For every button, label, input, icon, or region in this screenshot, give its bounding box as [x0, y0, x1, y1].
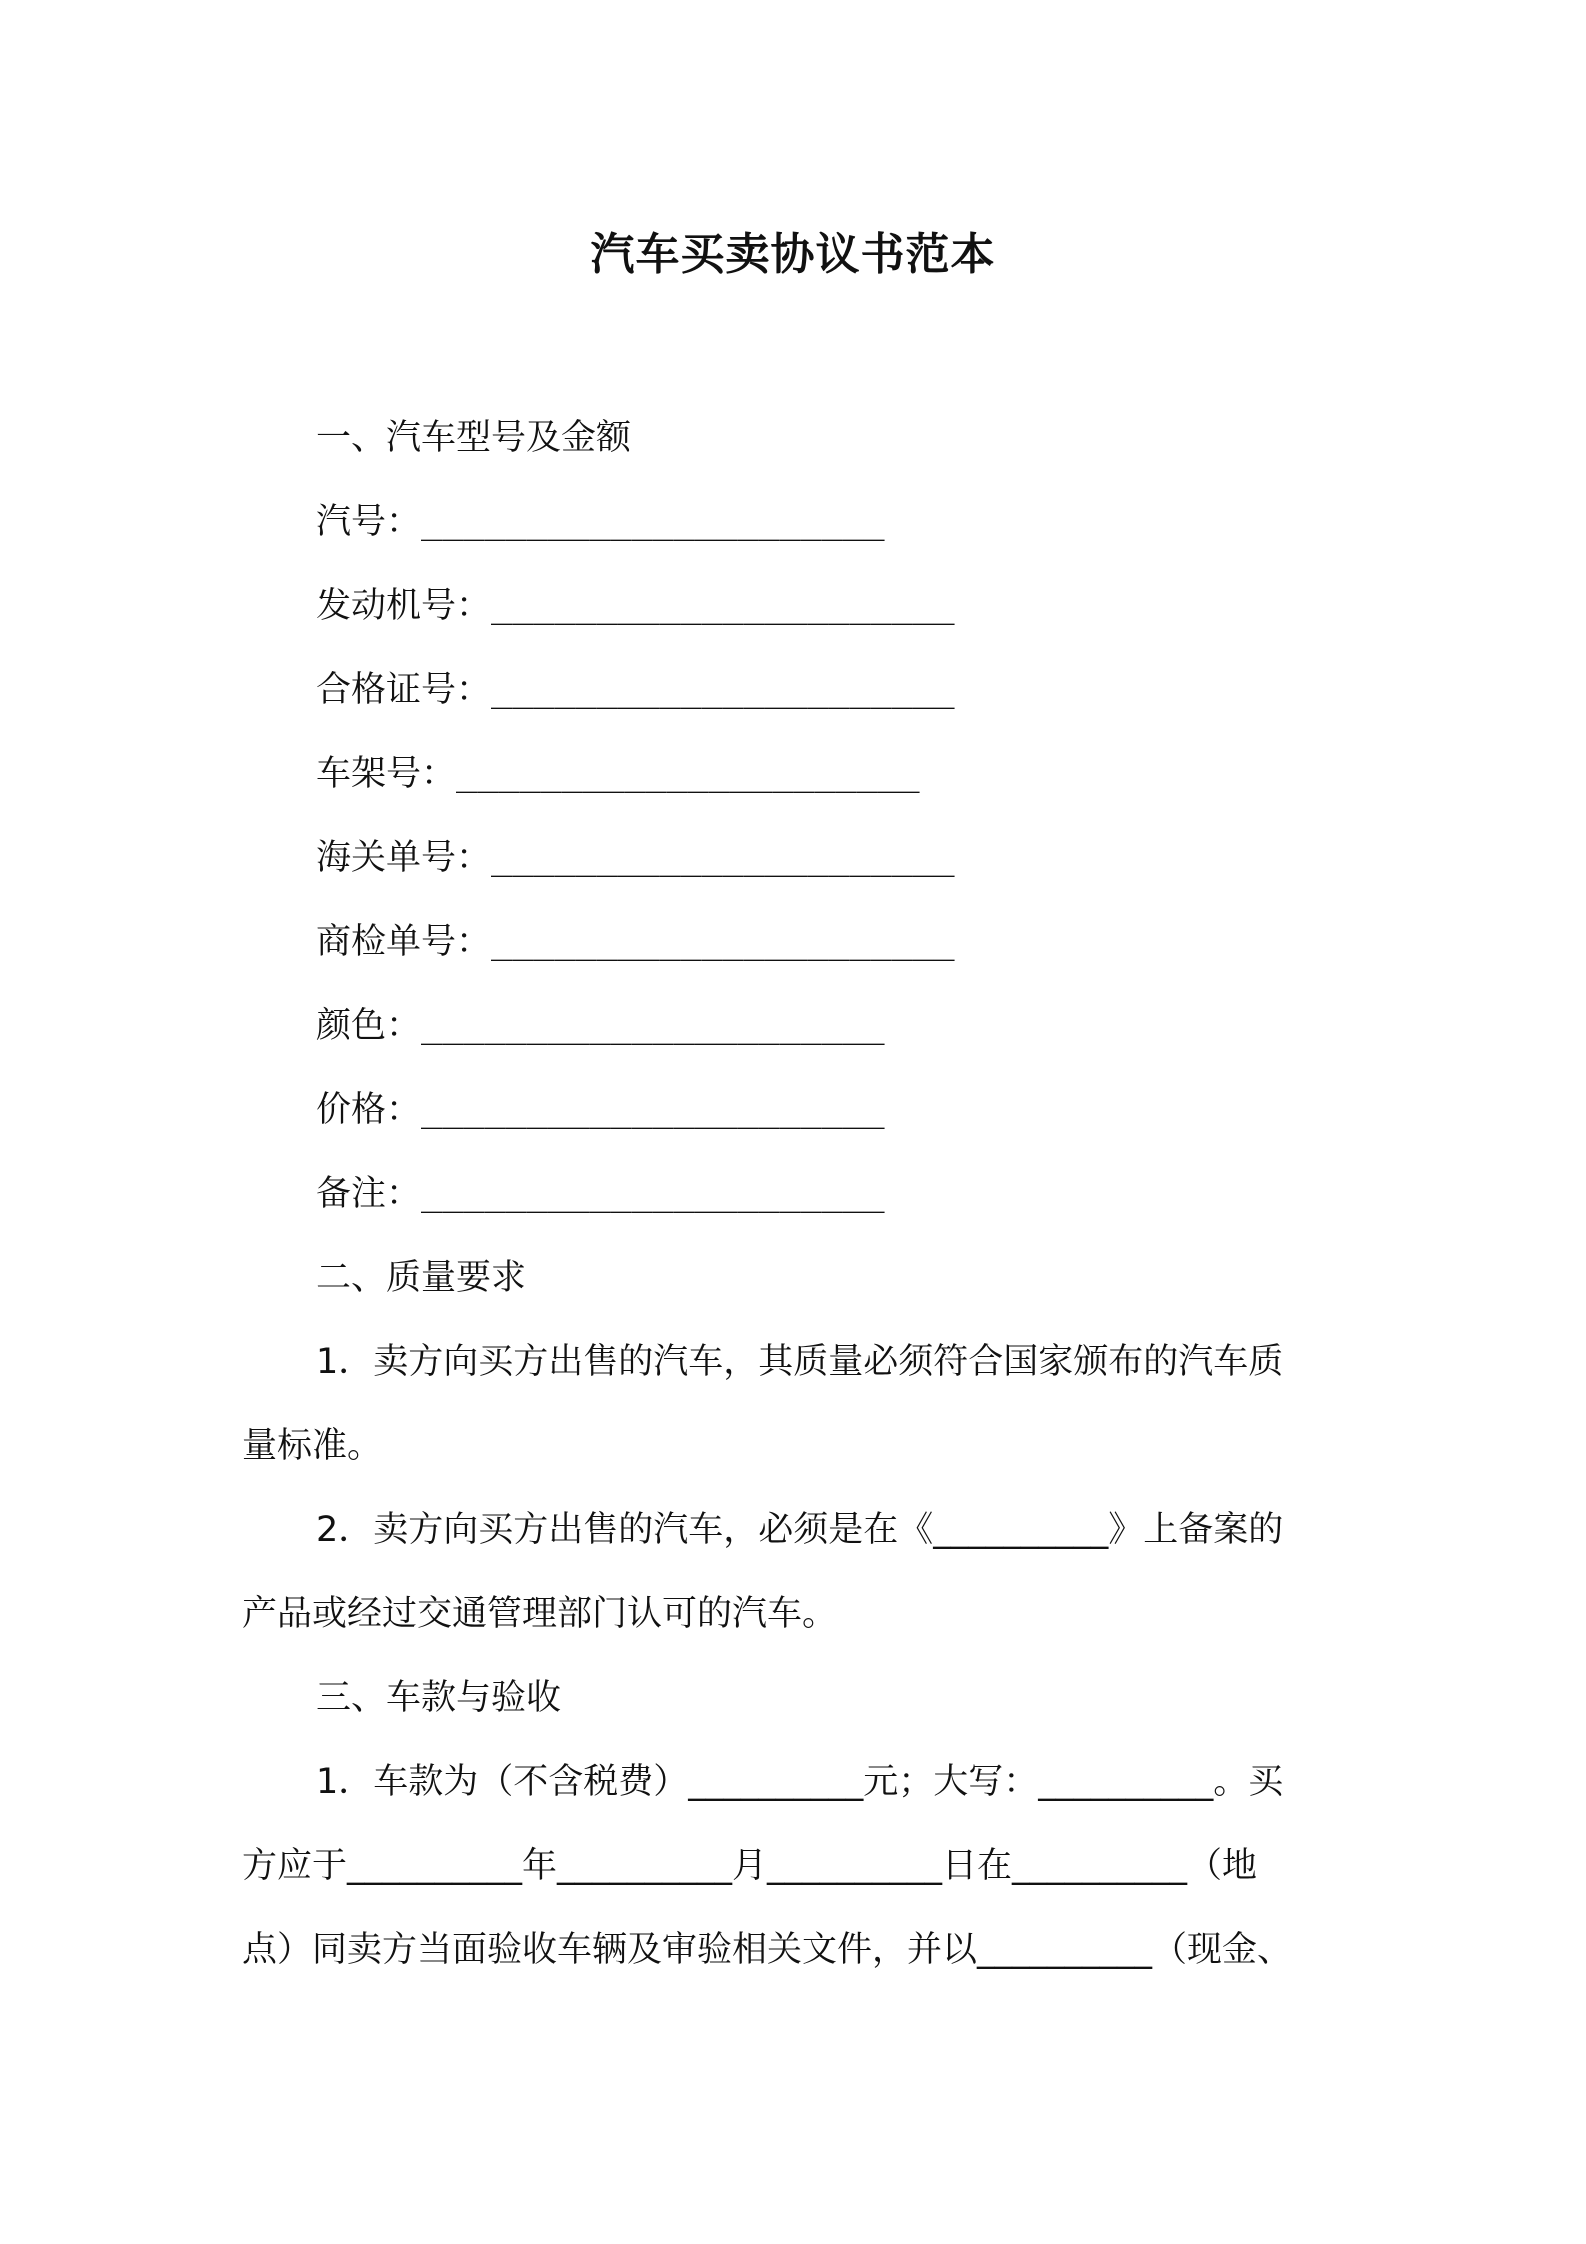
fill-blank: ______________________ [421, 1090, 885, 1130]
field-label: 商检单号： [316, 922, 492, 962]
field-label: 汽号： [316, 502, 422, 542]
paragraph-line: 2．卖方向买方出售的汽车，必须是在《__________》上备案的 [316, 1510, 1284, 1550]
paragraph-line: 量标准。 [242, 1426, 383, 1466]
field-label: 颜色： [316, 1006, 422, 1046]
paragraph-line: 产品或经过交通管理部门认可的汽车。 [242, 1594, 838, 1634]
paragraph-line: 1．车款为（不含税费）__________元；大写：__________。买 [316, 1762, 1284, 1802]
field-label: 合格证号： [316, 670, 492, 710]
section-heading: 二、质量要求 [316, 1258, 527, 1298]
field-row [316, 1000, 885, 1052]
field-row [316, 1168, 885, 1220]
field-label: 车架号： [316, 754, 457, 794]
section-heading: 三、车款与验收 [316, 1678, 562, 1718]
field-row [316, 832, 955, 884]
field-row [316, 664, 955, 716]
paragraph-line: 方应于__________年__________月__________日在__________（地 [242, 1846, 1258, 1886]
fill-blank: ______________________ [491, 838, 955, 878]
fill-blank: ______________________ [421, 502, 885, 542]
field-label: 备注： [316, 1174, 422, 1214]
field-row [316, 916, 955, 968]
fill-blank: ______________________ [491, 670, 955, 710]
field-label: 发动机号： [316, 586, 492, 626]
field-row [316, 748, 920, 800]
fill-blank: ______________________ [421, 1006, 885, 1046]
field-label: 海关单号： [316, 838, 492, 878]
fill-blank: ______________________ [491, 586, 955, 626]
paragraph-line: 1．卖方向买方出售的汽车，其质量必须符合国家颁布的汽车质 [316, 1342, 1284, 1382]
paragraph-line: 点）同卖方当面验收车辆及审验相关文件，并以__________（现金、 [242, 1930, 1293, 1970]
fill-blank: ______________________ [456, 754, 920, 794]
field-row [316, 580, 955, 632]
field-row [316, 496, 885, 548]
field-label: 价格： [316, 1090, 422, 1130]
fill-blank: ______________________ [491, 922, 955, 962]
section-heading: 一、汽车型号及金额 [316, 418, 632, 458]
document-title: 汽车买卖协议书范本 [590, 229, 996, 280]
field-row [316, 1084, 885, 1136]
fill-blank: ______________________ [421, 1174, 885, 1214]
